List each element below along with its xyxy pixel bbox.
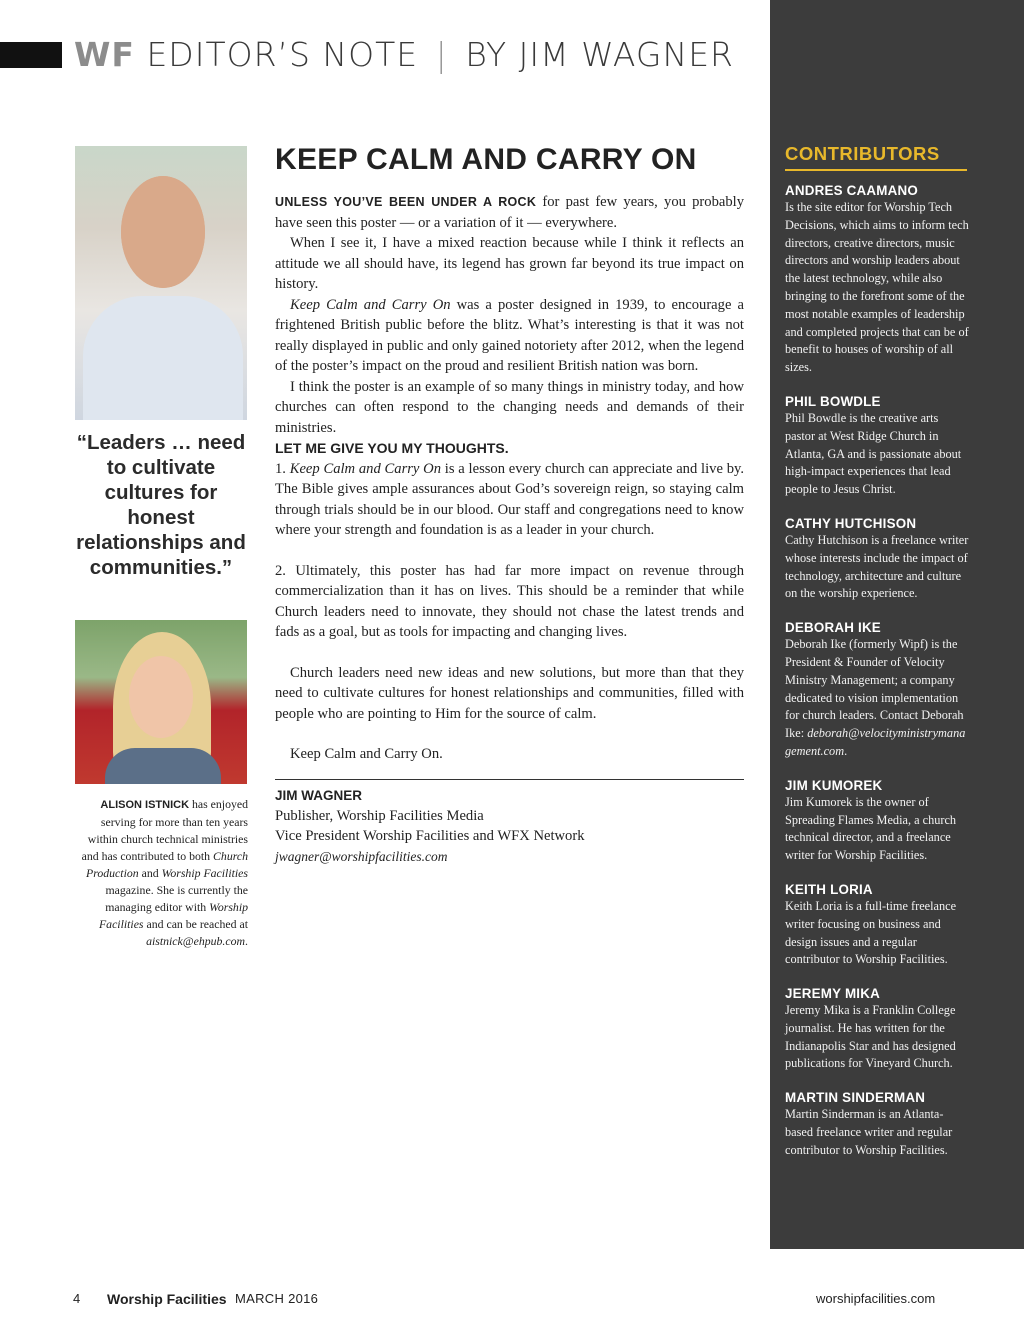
paragraph xyxy=(275,295,744,377)
lead-in: UNLESS YOU’VE BEEN UNDER A ROCK xyxy=(275,195,537,209)
signature-title: Vice President Worship Facilities and WFX Network xyxy=(275,828,585,844)
signature xyxy=(275,779,744,867)
contributor-name: JIM KUMOREK xyxy=(785,777,883,793)
contributor-name: PHIL BOWDLE xyxy=(785,393,881,409)
contributor-bio xyxy=(785,636,971,761)
footer-url-link[interactable]: worshipfacilities.com xyxy=(816,1291,936,1306)
poster-title: Keep Calm and Carry On xyxy=(290,296,451,313)
list-text: is a lesson every church can appreciate and live by. The Bible gives ample assurances about God’s sovereign reign, so staying calm through trials should be in our blood. Our staff and congregations need to know where your strength and foundation is as a leader in your church. xyxy=(275,460,744,538)
bio-text: and can be reached at xyxy=(143,917,248,931)
poster-title: Keep Calm and Carry On xyxy=(289,460,442,477)
contributor xyxy=(785,1089,971,1159)
contributor-bio: Cathy Hutchison is a freelance writer whose interests include the impact of technology, architecture and culture on the worship experience. xyxy=(785,532,969,601)
photo-top xyxy=(105,748,221,784)
contributor xyxy=(785,515,971,603)
bio-text: has enjoyed serving for more than ten years within church technical ministries and has contributed to both xyxy=(81,797,248,863)
article-headline: KEEP CALM AND CARRY ON xyxy=(275,143,697,176)
list-item xyxy=(275,459,744,541)
bio-publication: Worship Facilities xyxy=(161,866,248,880)
paragraph-text: for past few years, you probably have seen this poster — or a variation of it — everywhere. xyxy=(275,194,744,231)
contributor xyxy=(785,777,971,865)
paragraph xyxy=(275,192,744,233)
page-header xyxy=(74,34,734,76)
closing-line: Keep Calm and Carry On. xyxy=(290,746,443,762)
editor-photo xyxy=(75,620,247,784)
contributor-bio: Jeremy Mika is a Franklin College journalist. He has written for the Indianapolis Star and has designed publications for Vineyard Church. xyxy=(785,1003,956,1071)
list-number: 1. xyxy=(275,460,290,477)
page-number: 4 xyxy=(73,1291,81,1306)
subheading: LET ME GIVE YOU MY THOUGHTS. xyxy=(275,440,509,456)
signature-email-link[interactable]: jwagner@worshipfacilities.com xyxy=(275,848,448,864)
contributor-name: JEREMY MIKA xyxy=(785,986,880,1002)
photo-face xyxy=(129,656,193,738)
contributor-bio: Jim Kumorek is the owner of Spreading Flames Media, a church technical director, and a freelance writer for Worship Facilities. xyxy=(785,794,957,863)
pull-quote: “Leaders … need to cultivate cultures for honest relationships and communities.” xyxy=(76,431,246,579)
list-item: 2. Ultimately, this poster has had far more impact on revenue through commercialization than it has on lives. This should be a reminder that while Church leaders need to innovate, they should not chase the latest trends and fads as a goal, but as tools for impacting and changing lives. xyxy=(275,562,744,640)
contributor-bio-text: . xyxy=(844,743,848,758)
contributor-name: MARTIN SINDERMAN xyxy=(785,1090,926,1106)
contributor xyxy=(785,182,971,377)
bio-text: magazine. She is currently the managing editor with xyxy=(105,883,248,914)
editor-email-link[interactable]: aistnick@ehpub.com xyxy=(146,934,246,948)
paragraph: I think the poster is an example of so many things in ministry today, and how churches can often respond to the changing needs and demands of their ministries. xyxy=(275,378,744,436)
contributor-bio: Martin Sinderman is an Atlanta-based freelance writer and regular contributor to Worship Facilities. xyxy=(785,1107,953,1157)
contributors-sidebar xyxy=(770,0,1024,1249)
header-separator: | xyxy=(435,35,448,74)
contributor xyxy=(785,393,971,499)
contributor-bio-text: Deborah Ike (formerly Wipf) is the President & Founder of Velocity Ministry Management; a company dedicated to vision implementation for church leaders. Contact Deborah Ike: xyxy=(785,637,964,741)
paragraph: Church leaders need new ideas and new solutions, but more than that they need to cultivate cultures for honest relationships and communities, filled with people who are pointing to Him for the source of calm. xyxy=(275,664,744,722)
bio-text: and xyxy=(138,866,162,880)
bio-text: . xyxy=(245,934,248,948)
contributor xyxy=(785,619,971,761)
contributor-name: KEITH LORIA xyxy=(785,881,873,897)
header-byline: BY JIM WAGNER xyxy=(465,35,734,74)
author-photo xyxy=(75,146,247,420)
header-bar xyxy=(0,42,62,68)
article xyxy=(275,140,744,867)
bio-publication: Worship Facilities xyxy=(98,900,248,931)
signature-title: Publisher, Worship Facilities Media xyxy=(275,807,484,824)
editor-name: ALISON ISTNICK xyxy=(100,799,190,811)
contributor-bio: Phil Bowdle is the creative arts pastor at West Ridge Church in Atlanta, GA and is passionate about high-impact experiences that lead people to Jesus Christ. xyxy=(785,410,962,497)
contributor-bio: Is the site editor for Worship Tech Decisions, which aims to inform tech directors, creative directors, music directors and worship leaders about the latest technology, while also bringing to the forefront some of the most notable examples of leadership and completed projects that can be of benefit to houses of worship of all sizes. xyxy=(785,200,969,375)
editor-bio xyxy=(68,796,248,950)
sidebar-title: CONTRIBUTORS xyxy=(785,141,967,171)
contributor-name: CATHY HUTCHISON xyxy=(785,515,917,531)
contributor-bio: Keith Loria is a full-time freelance writer focusing on business and design issues and a regular contributor to Worship Facilities. xyxy=(785,898,957,967)
photo-shirt xyxy=(83,296,243,420)
article-body xyxy=(275,192,744,765)
contributor xyxy=(785,985,971,1073)
header-section: EDITOR’S NOTE xyxy=(146,35,419,74)
contributors-list xyxy=(785,182,971,1176)
signature-name: JIM WAGNER xyxy=(275,787,363,803)
contributor-email-link[interactable]: deborah@velocityministrymanagement.com xyxy=(785,726,966,758)
footer-date: MARCH 2016 xyxy=(235,1291,319,1306)
contributor-name: ANDRES CAAMANO xyxy=(785,183,918,198)
photo-face xyxy=(121,176,205,288)
contributor-name: DEBORAH IKE xyxy=(785,620,881,636)
paragraph-text: was a poster designed in 1939, to encourage a frightened British public before the blitz. What’s interesting is that it was not really displayed in public and only gained notoriety after 2012, when the legend of the poster’s impact on the proud and resilient British nation was born. xyxy=(275,296,744,374)
footer-magazine: Worship Facilities xyxy=(107,1291,227,1307)
bio-publication: Church Production xyxy=(86,849,248,880)
contributor xyxy=(785,881,971,969)
paragraph: When I see it, I have a mixed reaction because while I think it reflects an attitude we all should have, its legend has grown far beyond its true impact on history. xyxy=(275,235,744,292)
header-brand: WF xyxy=(74,35,135,74)
